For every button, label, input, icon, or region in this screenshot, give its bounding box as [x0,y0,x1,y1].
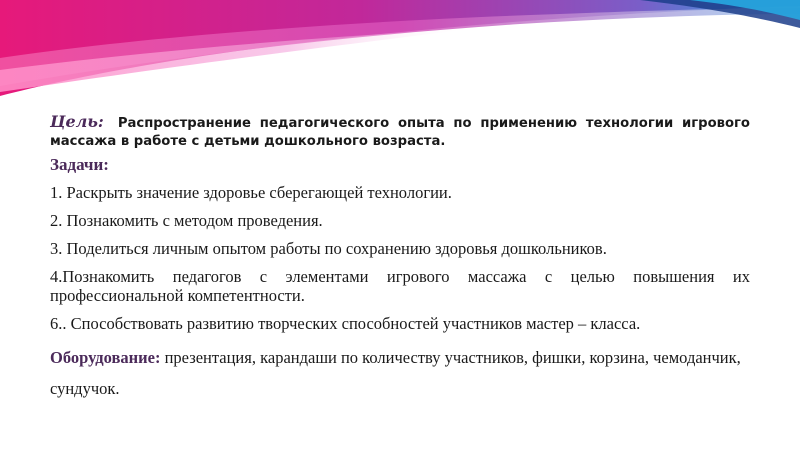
goal-label: Цель: [50,112,104,131]
task-item-5: 6.. Способствовать развитию творческих способностей участников мастер – класса. [50,314,641,333]
goal-paragraph [50,113,750,151]
task-item-2: 2. Познакомить с методом проведения. [50,211,323,230]
equipment-text: презентация, карандаши по количеству участников, фишки, корзина, чемоданчик, сундучок. [50,348,741,398]
tasks-heading: Задачи: [50,155,109,174]
equipment-label: Оборудование: [50,348,161,367]
goal-text: Распространение педагогического опыта по применению технологии игрового массажа в работе с детьми дошкольного возраста. [50,116,750,149]
equipment-paragraph [50,342,750,404]
task-item-3: 3. Поделиться личным опытом работы по сохранению здоровья дошкольников. [50,239,607,258]
task-item-4: 4.Познакомить педагогов с элементами игрового массажа с целью повышения их профессиональной компетентности. [50,267,750,305]
slide-content [50,113,750,404]
decorative-swoosh [0,0,800,100]
task-item-1: 1. Раскрыть значение здоровье сберегающей технологии. [50,183,452,202]
